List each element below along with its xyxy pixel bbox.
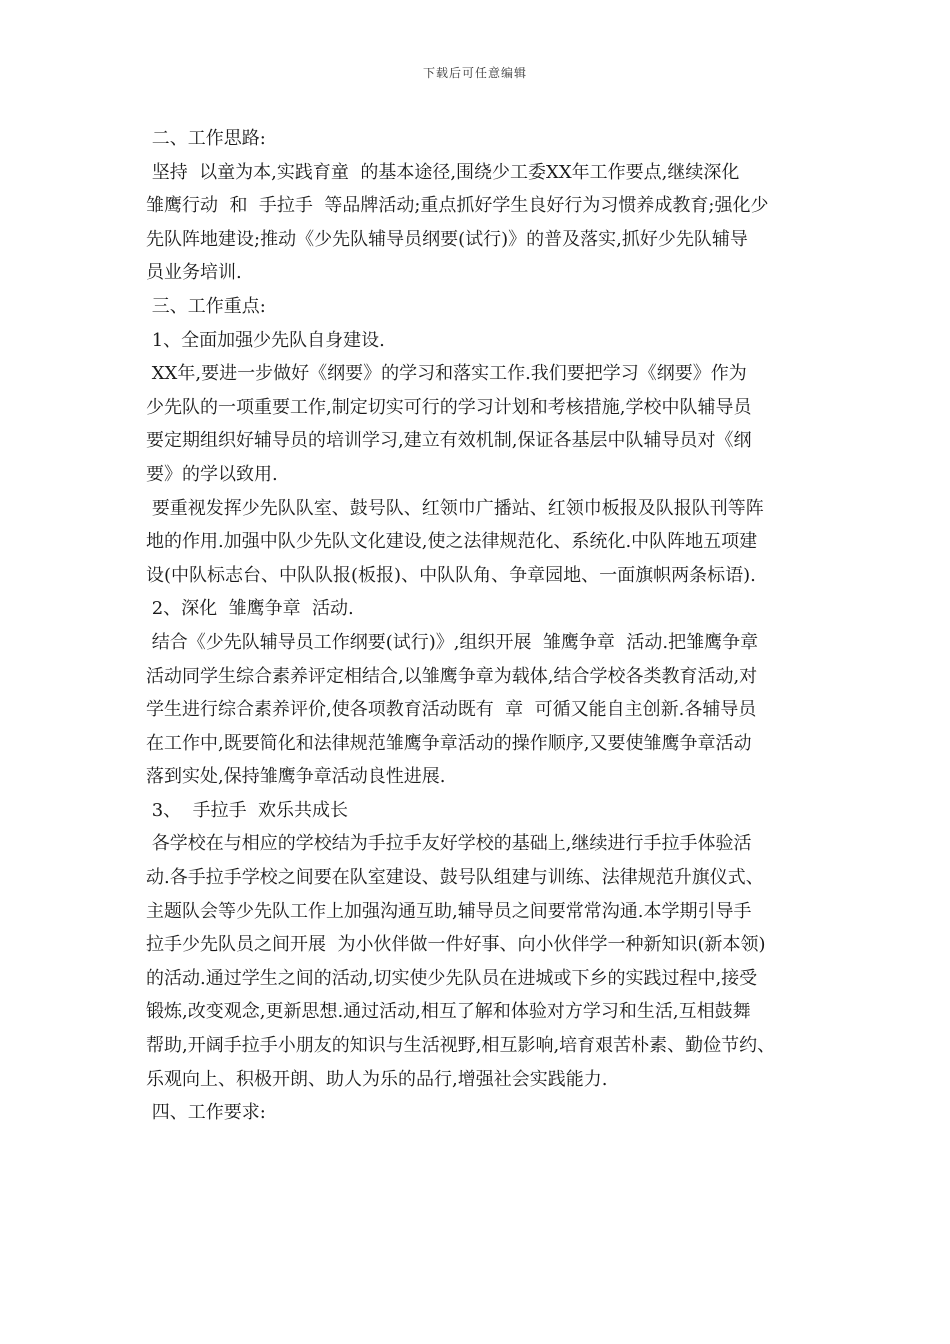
- page-header: 下载后可任意编辑: [422, 66, 527, 80]
- paragraph-line: 雏鹰行动 和 手拉手 等品牌活动;重点抓好学生良好行为习惯养成教育;强化少: [146, 195, 769, 217]
- paragraph-line: 坚持 以童为本,实践育童 的基本途径,围绕少工委XX年工作要点,继续深化: [146, 161, 740, 183]
- paragraph-line: 学生进行综合素养评价,使各项教育活动既有 章 可循又能自主创新.各辅导员: [146, 699, 757, 721]
- section-heading-work-requirements: 四、工作要求:: [146, 1102, 266, 1124]
- paragraph-line: 活动同学生综合素养评定相结合,以雏鹰争章为载体,结合学校各类教育活动,对: [146, 665, 758, 687]
- subheading-item-2: 2、深化 雏鹰争章 活动.: [146, 598, 354, 620]
- paragraph-line: 各学校在与相应的学校结为手拉手友好学校的基础上,继续进行手拉手体验活: [146, 833, 752, 855]
- paragraph-line: 少先队的一项重要工作,制定切实可行的学习计划和考核措施,学校中队辅导员: [146, 396, 752, 418]
- paragraph-line: 在工作中,既要简化和法律规范雏鹰争章活动的操作顺序,又要使雏鹰争章活动: [146, 732, 752, 754]
- paragraph-line: 落到实处,保持雏鹰争章活动良性进展.: [146, 766, 446, 788]
- paragraph-line: XX年,要进一步做好《纲要》的学习和落实工作.我们要把学习《纲要》作为: [146, 363, 747, 385]
- paragraph-line: 设(中队标志台、中队队报(板报)、中队队角、争章园地、一面旗帜两条标语).: [146, 564, 756, 586]
- document-body: [146, 122, 826, 1130]
- paragraph-line: 结合《少先队辅导员工作纲要(试行)》,组织开展 雏鹰争章 活动.把雏鹰争章: [146, 631, 759, 653]
- paragraph-line: 的活动.通过学生之间的活动,切实使少先队员在进城或下乡的实践过程中,接受: [146, 967, 758, 989]
- paragraph-line: 拉手少先队员之间开展 为小伙伴做一件好事、向小伙伴学一种新知识(新本领): [146, 934, 766, 956]
- paragraph-line: 员业务培训.: [146, 262, 242, 284]
- paragraph-line: 要定期组织好辅导员的培训学习,建立有效机制,保证各基层中队辅导员对《纲: [146, 430, 752, 452]
- paragraph-line: 乐观向上、积极开朗、助人为乐的品行,增强社会实践能力.: [146, 1068, 608, 1090]
- paragraph-line: 要重视发挥少先队队室、鼓号队、红领巾广播站、红领巾板报及队报队刊等阵: [146, 497, 764, 519]
- section-heading-work-approach: 二、工作思路:: [146, 128, 266, 149]
- paragraph-line: 地的作用.加强中队少先队文化建设,使之法律规范化、系统化.中队阵地五项建: [146, 531, 758, 553]
- paragraph-line: 帮助,开阔手拉手小朋友的知识与生活视野,相互影响,培育艰苦朴素、勤俭节约、: [146, 1035, 776, 1057]
- paragraph-line: 主题队会等少先队工作上加强沟通互助,辅导员之间要常常沟通.本学期引导手: [146, 900, 752, 922]
- paragraph-line: 锻炼,改变观念,更新思想.通过活动,相互了解和体验对方学习和生活,互相鼓舞: [146, 1001, 751, 1023]
- paragraph-line: 要》的学以致用.: [146, 463, 278, 485]
- subheading-item-3: 3、 手拉手 欢乐共成长: [146, 799, 349, 821]
- subheading-item-1: 1、全面加强少先队自身建设.: [146, 329, 385, 351]
- paragraph-line: 动.各手拉手学校之间要在队室建设、鼓号队组建与训练、法律规范升旗仪式、: [146, 867, 764, 889]
- section-heading-work-focus: 三、工作重点:: [146, 295, 266, 317]
- paragraph-line: 先队阵地建设;推动《少先队辅导员纲要(试行)》的普及落实,抓好少先队辅导: [146, 228, 748, 250]
